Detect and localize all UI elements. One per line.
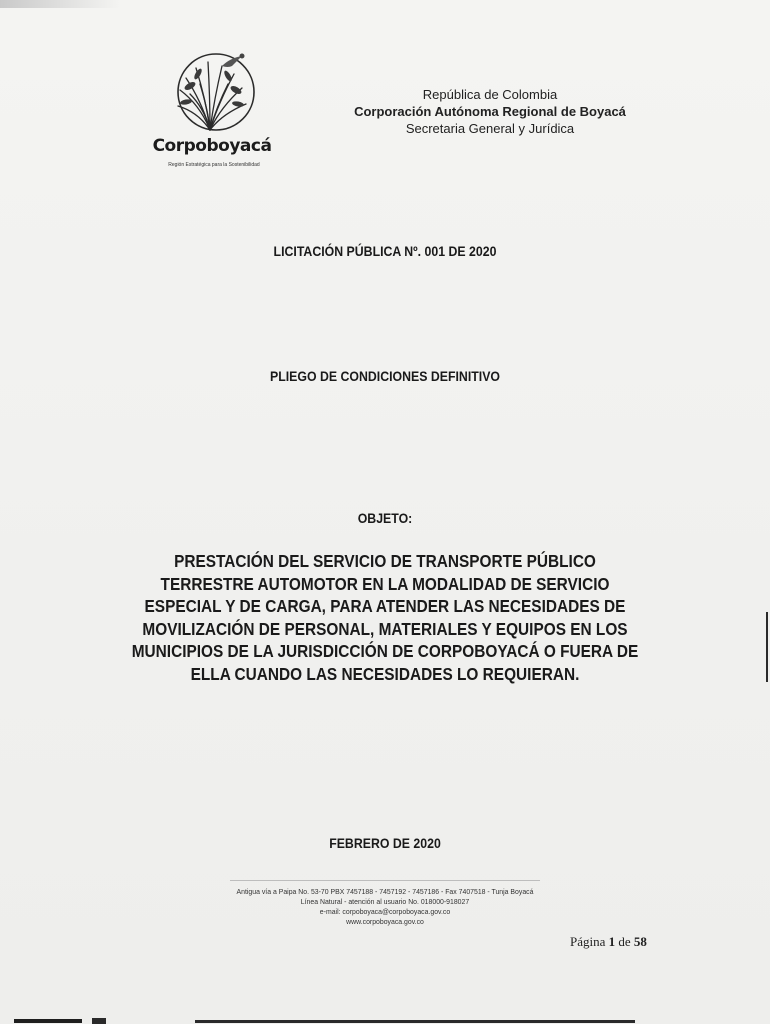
footer-divider [230, 880, 540, 881]
objeto-label: OBJETO: [357, 510, 413, 526]
objeto-description [46, 550, 724, 685]
page-current: 1 [608, 934, 616, 949]
objeto-line: MUNICIPIOS DE LA JURISDICCIÓN DE CORPOBOYACÁ O FUERA DE [131, 641, 639, 661]
footer-email: e-mail: corpoboyaca@corpoboyaca.gov.co [319, 907, 451, 916]
scan-edge-mark [766, 612, 768, 682]
department-name: Secretaria General y Jurídica [405, 121, 575, 136]
footer-contact [206, 887, 565, 927]
footer-phone-line: Línea Natural - atención al usuario No. 018000-918027 [300, 897, 470, 906]
objeto-line: MOVILIZACIÓN DE PERSONAL, MATERIALES Y EQUIPOS EN LOS [142, 618, 628, 639]
corpoboyaca-plant-logo-icon [170, 50, 258, 142]
letterhead [300, 86, 680, 137]
logo-name: Corpoboyacá [152, 136, 272, 156]
objeto-line: PRESTACIÓN DEL SERVICIO DE TRANSPORTE PÚBLICO [174, 551, 596, 571]
page-label: Página [570, 934, 606, 949]
scan-bottom-mark [195, 1020, 635, 1023]
corpoboyaca-logo [150, 50, 280, 180]
logo-tagline: Región Estratégica para la Sostenibilidad [168, 162, 260, 168]
objeto-line: ELLA CUANDO LAS NECESIDADES LO REQUIERAN. [190, 663, 580, 684]
scan-bottom-mark [14, 1019, 82, 1023]
licitacion-title: LICITACIÓN PÚBLICA Nº. 001 DE 2020 [273, 243, 497, 259]
footer-address: Antigua vía a Paipa No. 53-70 PBX 7457188 - 7457192 - 7457186 - Fax 7407518 - Tunja Boyacá [236, 887, 534, 896]
pliego-title: PLIEGO DE CONDICIONES DEFINITIVO [269, 368, 500, 384]
footer-website: www.corpoboyaca.gov.co [346, 917, 424, 926]
objeto-line: TERRESTRE AUTOMOTOR EN LA MODALIDAD DE SERVICIO [160, 573, 610, 594]
organization-name: Corporación Autónoma Regional de Boyacá [354, 104, 626, 119]
scan-bottom-mark [92, 1018, 106, 1024]
page-number [570, 934, 647, 950]
page-total: 58 [633, 934, 647, 949]
objeto-line: ESPECIAL Y DE CARGA, PARA ATENDER LAS NECESIDADES DE [144, 596, 626, 616]
page-connector: de [618, 934, 631, 949]
scan-artifact [0, 0, 120, 8]
document-date: FEBRERO DE 2020 [329, 835, 441, 851]
country-name: República de Colombia [422, 87, 558, 102]
